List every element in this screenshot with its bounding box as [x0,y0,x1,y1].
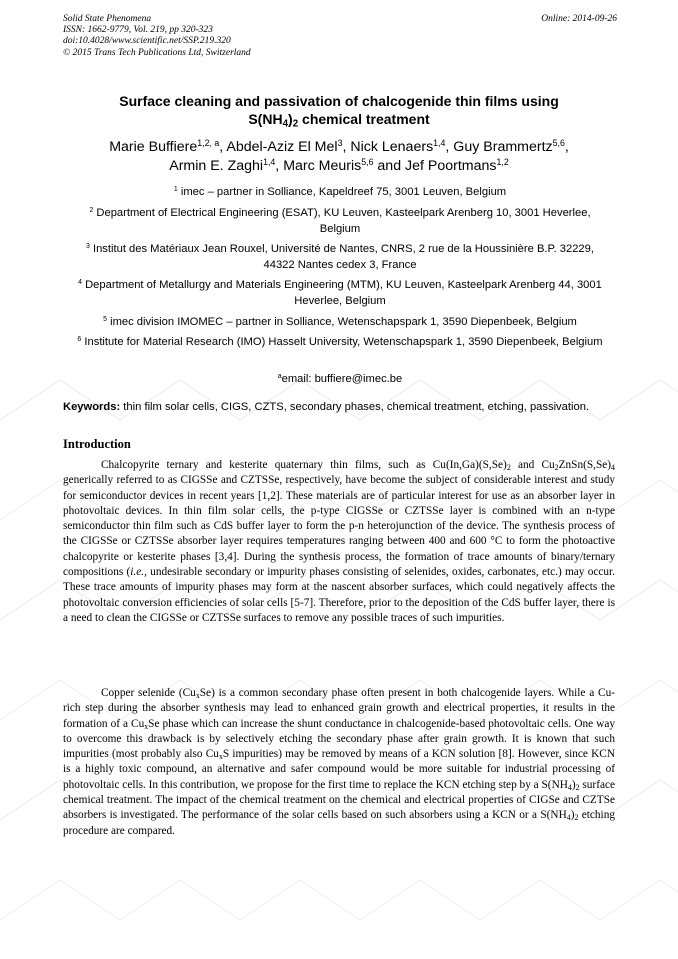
author-name: Abdel-Aziz El Mel [226,139,338,155]
affiliation-number: 1 [173,186,178,194]
subscript: 4 [567,782,572,792]
keywords-text: thin film solar cells, CIGS, CZTS, secondary phases, chemical treatment, etching, passivation. [120,401,590,413]
affiliation-number: 6 [77,336,82,344]
author-affiliation-mark: 3 [337,138,343,149]
title-text: ) [288,111,293,127]
subscript: 2 [575,782,580,792]
corresponding-email [70,372,610,388]
author-name: Armin E. Zaghi [169,158,264,174]
paragraph-text: ) [570,809,575,822]
journal-header [63,14,617,59]
paragraph-text: Se) is a common secondary phase often present in both chalcogenide layers. While a Cu-rich step during the absorber synthesis may lead to enhanced grain growth and electrical properties, it results in the formation of a Cu [63,687,615,730]
author-separator: , [445,139,454,155]
title-line-1: Surface cleaning and passivation of chalcogenide thin films using [119,93,559,109]
online-date: Online: 2014-09-26 [541,14,617,24]
keywords-label: Keywords: [63,401,121,413]
author-affiliation-mark: 5,6 [361,157,374,168]
email-text: email: buffiere@imec.be [281,373,403,385]
author-affiliation-mark: 5,6 [552,138,565,149]
journal-name: Solid State Phenomena [63,14,152,24]
paragraph-text: etching procedure are compared. [63,809,615,837]
affiliation-3 [70,242,610,273]
title-subscript: 4 [282,118,289,130]
journal-issn: ISSN: 1662-9779, Vol. 219, pp 320-323 [63,25,213,36]
subscript: 2 [574,813,579,823]
paragraph-text: Se phase which can increase the shunt conductance in chalcogenide-based photovoltaic cells. One way to overcome this drawback is by selectively etching the secondary phase after grain growth. It is known that such impurities (most probably also Cu [63,717,615,761]
author-separator: , [564,139,569,155]
author-affiliation-mark: 1,4 [433,138,446,149]
title-text: chemical treatment [298,111,430,127]
affiliation-number: 2 [89,207,94,215]
author-affiliation-mark: 1,4 [263,157,276,168]
affiliation-5 [70,315,610,331]
paragraph-text: ZnSn(S,Se) [558,459,612,471]
author-separator: , [219,139,227,155]
author-separator: and [373,158,406,174]
affiliation-6 [70,335,610,351]
affiliation-text: imec division IMOMEC – partner in Solliance, Wetenschapspark 1, 3590 Diepenbeek, Belgium [106,316,577,328]
subscript: x [144,721,149,731]
paragraph-text: Chalcopyrite ternary and kesterite quaternary thin films, such as Cu(In,Ga)(S,Se) [101,459,507,471]
affiliation-text: Department of Metallurgy and Materials Engineering (MTM), KU Leuven, Kasteelpark Arenberg 44, 3001 Heverlee, Belgium [81,279,602,307]
subscript: 4 [566,813,571,823]
intro-paragraph-2 [63,686,615,839]
title-subscript: 2 [292,118,299,130]
author-separator: , [342,139,351,155]
affiliation-number: 5 [103,316,107,324]
keywords [63,400,615,416]
author-name: Marc Meuris [283,158,362,174]
paragraph-text: S impurities) may be removed by means of a KCN solution [8]. However, since KCN is a highly toxic compound, an alternative and safer compound would be more suitable for industrial processing of photovoltaic cells. In this contribution, we propose for the first time to replace the KCN etching step by a S(NH [63,748,616,791]
affiliation-text: Institut des Matériaux Jean Rouxel, Université de Nantes, CNRS, 2 rue de la Houssinière B.P. 32229, 44322 Nantes cedex 3, France [89,243,594,271]
affiliation-text: Institute for Material Research (IMO) Hasselt University, Wetenschapspark 1, 3590 Diepenbeek, Belgium [81,336,603,348]
section-heading-introduction: Introduction [63,437,131,451]
paragraph-text: Copper selenide (Cu [101,687,196,699]
subscript: x [218,752,223,762]
author-name: Jef Poortmans [405,158,497,174]
paragraph-text: and Cu [510,459,555,471]
subscript: 2 [554,462,559,472]
paragraph-text: generically referred to as CIGSSe and CZTSSe, respectively, have become the subject of considerable interest and study for semiconductor devices in recent years [1,2]. These materials are of particular interest for use as an absorber layer in photovoltaic devices. In thin film solar cells, the p-type CIGSSe or CZTSSe layer is combined with an n-type semiconductor thin film such as CdS buffer layer to form the p-n heterojunction of the device. The synthesis process of the CIGSSe or CZTSSe absorber layer requires temperatures ranging between 400 and 600 °C to form the photoactive chalcopyrite or kesterite phases [3,4]. During the synthesis process, the formation of trace amounts of binary/ternary compositions ( [63,474,615,579]
journal-doi: doi:10.4028/www.scientific.net/SSP.219.320 [63,36,231,47]
author-affiliation-mark: 1,2, a [197,138,220,149]
title-line-2 [60,110,618,128]
paragraph-text: ) [571,778,576,791]
affiliation-2 [70,206,610,237]
author-list [60,138,618,176]
subscript: 4 [611,462,615,472]
intro-paragraph-1 [63,458,615,626]
affiliation-number: 4 [78,279,82,287]
affiliation-4 [70,278,610,309]
affiliation-number: a [277,373,282,381]
paragraph-text: , undesirable secondary or impurity phases consisting of selenides, oxides, carbonates, etc.) may occur. These trace amounts of impurity phases may form at the nascent absorber surfaces, which could negatively affects the photovoltaic conversion efficiencies of solar cells [5-7]. Therefore, prior to the deposition of the CdS buffer layer, there is a need to clean the CIGSSe or CZTSSe surfaces to remove any possible traces of such impurities. [63,566,615,624]
affiliation-text: Department of Electrical Engineering (ESAT), KU Leuven, Kasteelpark Arenberg 10, 3001 Heverlee, Belgium [93,207,591,235]
author-separator: , [275,158,284,174]
author-name: Marie Buffiere [109,139,198,155]
affiliation-1 [70,185,610,201]
paragraph-text: surface chemical treatment. The impact of the chemical treatment on the chemical and electrical properties of CIGSe and CZTSe absorbers is investigated. The performance of the solar cells based on such absorbers using a KCN or a S(NH [63,778,616,822]
affiliation-text: imec – partner in Solliance, Kapeldreef 75, 3001 Leuven, Belgium [177,186,507,198]
subscript: 2 [506,462,511,472]
title-text: S(NH [248,111,283,127]
author-name: Guy Brammertz [453,139,553,155]
journal-copyright: © 2015 Trans Tech Publications Ltd, Switzerland [63,47,251,58]
author-name: Nick Lenaers [350,139,434,155]
author-affiliation-mark: 1,2 [496,157,509,168]
paper-title [60,92,618,128]
subscript: x [195,690,200,700]
affiliation-number: 3 [86,243,90,251]
italic-text: i.e. [130,566,145,579]
